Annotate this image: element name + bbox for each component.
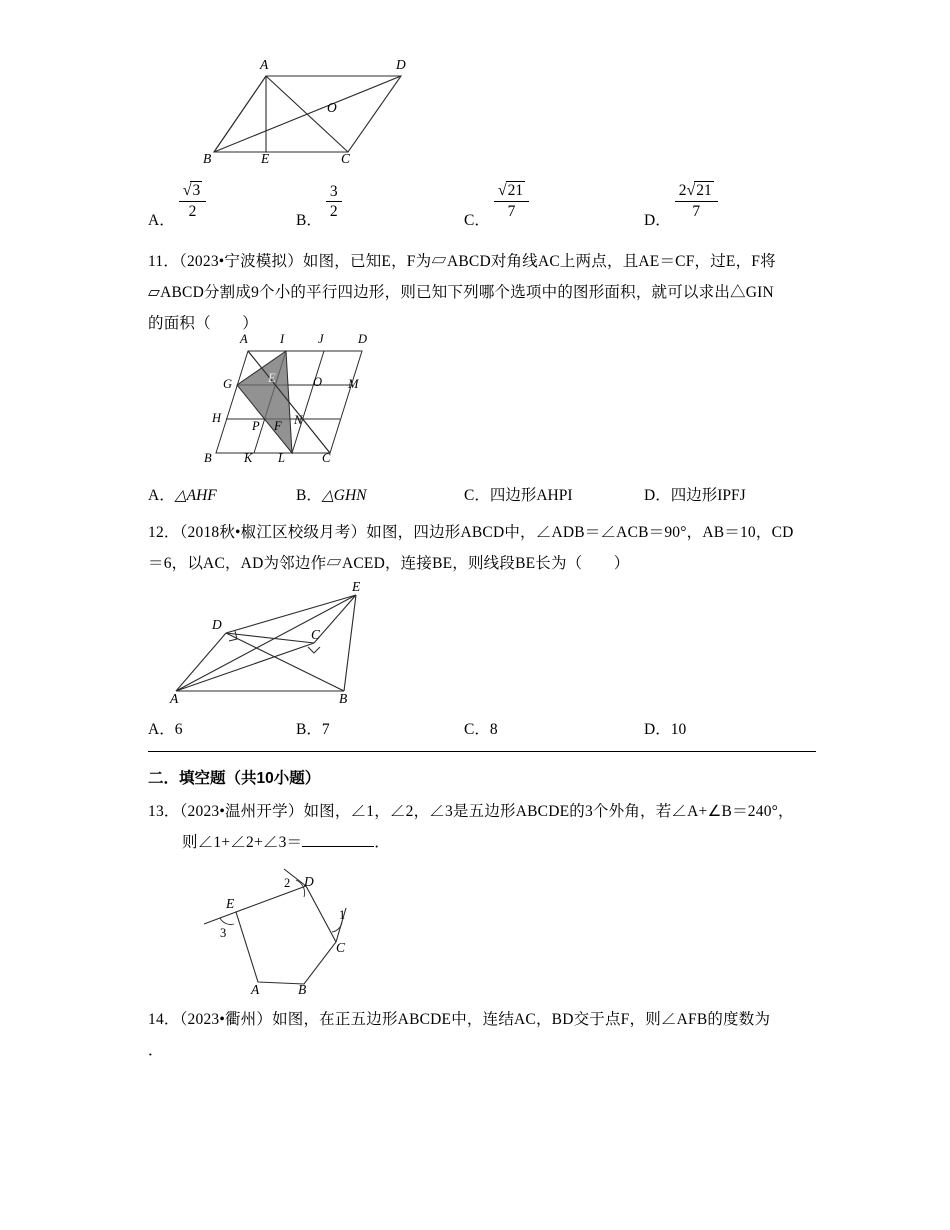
q11-line3: 的面积（ ） (148, 315, 258, 333)
page-content (148, 57, 816, 1066)
q12-line2: ＝6，以AC，AD为邻边作▱ACED，连接BE，则线段BE长为（ ） (148, 555, 630, 573)
q12-label-B: B (339, 691, 348, 707)
q10-option-a-value: $\frac{√3}{2}$ (179, 181, 207, 221)
q11-label-P: P (252, 419, 260, 434)
q12-figure (166, 579, 816, 707)
q14-line2: ． (148, 1042, 164, 1060)
q13-figure (196, 864, 816, 998)
q13-line1: （2023•温州开学）如图，∠1，∠2，∠3是五边形ABCDE的3个外角，若∠A+∠B＝240°， (179, 803, 794, 821)
q11-label-H: H (212, 411, 222, 426)
q14-number: 14． (148, 1011, 180, 1029)
q13-label-B: B (298, 982, 307, 998)
q11-options (148, 483, 816, 505)
section-2-title: 二．填空题（共10小题） (148, 770, 321, 788)
q12-label-C: C (311, 627, 321, 643)
q10-label-A: A (260, 57, 269, 72)
q11-label-I: I (280, 332, 285, 347)
q12-option-d-label: D． (644, 721, 671, 739)
q11-label-D: D (358, 332, 368, 347)
q10-figure (203, 57, 816, 172)
q13-label-E: E (226, 896, 235, 912)
q10-options (148, 182, 816, 230)
q13-line2: 则∠1+∠2+∠3＝ (182, 834, 303, 852)
q10-option-b-label: B． (296, 212, 322, 230)
q12-option-a-label: A． (148, 721, 175, 739)
q11-option-a[interactable] (148, 483, 296, 505)
q11-option-a-label: A． (148, 487, 175, 505)
q10-option-b-value: $\frac{3}{2}$ (326, 183, 342, 222)
q11-label-K: K (244, 451, 253, 466)
q11-label-M: M (348, 377, 359, 392)
q11-option-b-text: △GHN (321, 487, 367, 505)
q12-option-a[interactable] (148, 717, 296, 739)
q12-option-b-label: B． (296, 721, 322, 739)
q11-option-d-label: D． (644, 487, 671, 505)
q10-option-c-value: $\frac{√21}{7}$ (494, 181, 529, 221)
q14-text (148, 1004, 816, 1066)
q13-text (148, 796, 816, 858)
q12-option-b-text: 7 (321, 721, 330, 739)
q10-option-b[interactable] (296, 182, 464, 230)
q11-label-G: G (223, 377, 233, 392)
q12-number: 12． (148, 524, 180, 542)
q11-label-E: E (268, 371, 276, 386)
q11-label-N: N (294, 413, 303, 428)
q12-option-d[interactable] (644, 717, 686, 739)
q11-option-c-text: 四边形AHPI (489, 487, 573, 505)
q13-label-C: C (336, 940, 346, 956)
q11-label-A: A (240, 332, 248, 347)
q12-options (148, 717, 816, 739)
q13-label-1: 1 (339, 908, 346, 923)
q10-label-O: O (327, 100, 337, 115)
q12-option-c-label: C． (464, 721, 490, 739)
q11-option-a-text: △AHF (174, 487, 217, 505)
q11-label-C: C (322, 451, 331, 466)
q13-label-A: A (251, 982, 260, 998)
q11-number: 11． (148, 253, 180, 271)
q12-line1: （2018秋•椒江区校级月考）如图，四边形ABCD中，∠ADB＝∠ACB＝90°，AB＝10，CD (179, 524, 794, 542)
q11-option-b[interactable] (296, 483, 464, 505)
q10-option-a-label: A． (148, 212, 175, 230)
q10-option-c-label: C． (464, 212, 490, 230)
q11-option-d[interactable] (644, 483, 746, 505)
q10-option-d[interactable] (644, 182, 718, 230)
q11-label-F: F (274, 419, 282, 434)
q10-option-c[interactable] (464, 182, 644, 230)
q11-option-d-text: 四边形IPFJ (670, 487, 746, 505)
q11-text (148, 246, 816, 339)
q11-figure (190, 332, 816, 469)
q12-option-c[interactable] (464, 717, 644, 739)
q12-option-a-text: 6 (174, 721, 183, 739)
q10-option-d-label: D． (644, 212, 671, 230)
q11-option-c-label: C． (464, 487, 490, 505)
q10-option-d-value: $\frac{2√21}{7}$ (675, 181, 718, 221)
q10-label-C: C (341, 151, 351, 166)
q13-label-D: D (304, 874, 314, 890)
q12-text (148, 517, 816, 579)
q12-option-b[interactable] (296, 717, 464, 739)
q10-label-B: B (203, 151, 212, 166)
q13-label-2: 2 (284, 876, 291, 891)
q10-label-E: E (261, 151, 270, 166)
q10-label-D: D (396, 57, 406, 72)
q11-label-J: J (318, 332, 324, 347)
q12-label-A: A (170, 691, 179, 707)
q13-answer-blank[interactable] (302, 846, 374, 847)
q12-option-d-text: 10 (670, 721, 687, 739)
q12-option-c-text: 8 (489, 721, 498, 739)
q11-option-b-label: B． (296, 487, 322, 505)
q10-option-a[interactable] (148, 182, 296, 230)
q14-line1: （2023•衢州）如图，在正五边形ABCDE中，连结AC，BD交于点F，则∠AFB的度数为 (179, 1011, 771, 1029)
q12-label-D: D (212, 617, 222, 633)
q11-option-c[interactable] (464, 483, 644, 505)
q13-line2-tail: ． (374, 834, 390, 852)
q11-line1: （2023•宁波模拟）如图，已知E，F为▱ABCD对角线AC上两点，且AE＝CF，过E，F将 (179, 253, 776, 271)
q11-label-O: O (313, 375, 323, 390)
q11-line2: ▱ABCD分割成9个小的平行四边形，则已知下列哪个选项中的图形面积，就可以求出△GIN (148, 284, 774, 302)
q11-label-B: B (204, 451, 212, 466)
q13-number: 13． (148, 803, 180, 821)
q11-label-L: L (278, 451, 285, 466)
q13-label-3: 3 (220, 926, 227, 941)
q12-label-E: E (352, 579, 361, 595)
section-divider (148, 751, 816, 752)
